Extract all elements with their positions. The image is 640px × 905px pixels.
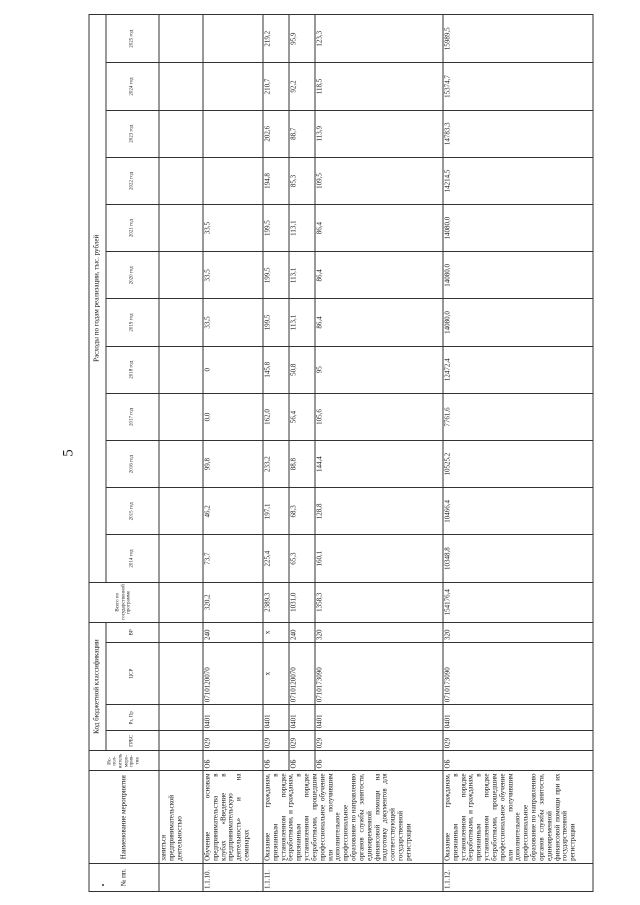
executor: ОБ — [443, 750, 593, 770]
year-value: 95,9 — [289, 14, 315, 62]
year-value: 86,4 — [315, 204, 443, 251]
year-value — [159, 14, 203, 62]
header-year: 2024 год — [106, 62, 159, 109]
activity-name: Обучение основам предпринимательства в клубах «Введение в предпринимательскую деятельность» и на семинарах — [203, 770, 263, 862]
grbs-code: 029 — [203, 730, 263, 750]
year-value — [203, 14, 263, 62]
year-value: 225,4 — [263, 534, 289, 581]
header-year: 2020 год — [106, 251, 159, 298]
year-value: 14080,0 — [443, 251, 593, 298]
year-value — [159, 62, 203, 109]
year-value: 118,5 — [315, 62, 443, 109]
total-value: 320,2 — [203, 582, 263, 622]
rzpr-code: 0401 — [203, 704, 263, 730]
header-csr: ЦСР — [106, 642, 159, 704]
year-value: 33,5 — [203, 204, 263, 251]
scan-speck — [102, 884, 104, 886]
year-value: 88,7 — [289, 110, 315, 157]
executor: ОБ — [289, 750, 315, 770]
year-value — [159, 251, 203, 298]
header-year: 2022 год — [106, 157, 159, 204]
row-number: 1.1.11. — [263, 863, 443, 891]
executor: ОБ — [315, 750, 443, 770]
header-year: 2025 год — [106, 14, 159, 62]
year-value — [159, 298, 203, 345]
year-value: 85,3 — [289, 157, 315, 204]
year-value: 10525,2 — [443, 440, 593, 487]
year-value — [159, 157, 203, 204]
year-value: 14783,3 — [443, 110, 593, 157]
year-value: 105,6 — [315, 393, 443, 440]
executor: ОБ — [203, 750, 263, 770]
year-value — [159, 393, 203, 440]
csr-code: x — [263, 642, 289, 704]
vr-code: x — [263, 622, 289, 642]
header-no: № пп. — [89, 863, 159, 891]
header-year: 2023 год — [106, 110, 159, 157]
table-row — [289, 14, 315, 891]
year-value: 144,4 — [315, 440, 443, 487]
activity-name: Оказание гражданам, признанным в установленном порядке безработными, и гражданам, признанным в установленном порядке безработными, прошедшим профессиональное обучение или получившим дополнительное профессиональное образование по направлению органов службы занятости, единовременной финансовой помощи при их государственной регистрации — [443, 770, 593, 862]
executor: ОБ — [263, 750, 289, 770]
row-number: 1.1.10. — [203, 863, 263, 891]
header-budget-classification: Код бюджетной классификации — [89, 622, 106, 751]
activity-name: Оказание гражданам, признанным в установленном порядке безработными, и гражданам, признанным в установленном порядке безработными, прошедшим профессиональное обучение или получившим дополнительное профессиональное образование по направлению органов службы занятости, единовременной финансовой помощи на подготовку документов для соответствующей государственной регистрации — [263, 770, 443, 862]
csr-code: 0710173090 — [443, 642, 593, 704]
year-value: 86,4 — [315, 251, 443, 298]
year-value: 14080,0 — [443, 298, 593, 345]
year-value: 210,7 — [263, 62, 289, 109]
year-value — [159, 534, 203, 581]
header-year: 2015 год — [106, 487, 159, 534]
year-value: 33,5 — [203, 251, 263, 298]
header-name: Наименование мероприятия — [89, 770, 159, 862]
header-year: 2021 год — [106, 204, 159, 251]
year-value: 95 — [315, 346, 443, 393]
year-value — [159, 204, 203, 251]
year-value: 73,7 — [203, 534, 263, 581]
header-grbs: ГРБС — [106, 730, 159, 750]
executor — [159, 750, 203, 770]
year-value: 199,5 — [263, 204, 289, 251]
rzpr-code: 0401 — [443, 704, 593, 730]
rzpr-code — [159, 704, 203, 730]
year-value: 202,6 — [263, 110, 289, 157]
vr-code: 320 — [443, 622, 593, 642]
year-value: 0 — [203, 346, 263, 393]
year-value: 194,8 — [263, 157, 289, 204]
year-value: 92,2 — [289, 62, 315, 109]
year-value: 160,1 — [315, 534, 443, 581]
year-value: 15374,7 — [443, 62, 593, 109]
year-value — [159, 346, 203, 393]
csr-code: 0710173090 — [315, 642, 443, 704]
total-value — [159, 582, 203, 622]
row-number — [159, 863, 203, 891]
year-value: 46,2 — [203, 487, 263, 534]
year-value: 65,3 — [289, 534, 315, 581]
year-value: 199,5 — [263, 251, 289, 298]
table-row — [443, 14, 593, 891]
year-value: 197,1 — [263, 487, 289, 534]
year-value: 199,5 — [263, 298, 289, 345]
total-value: 154176,4 — [443, 582, 593, 622]
year-value: 50,8 — [289, 346, 315, 393]
header-total: Всего по государственной программе — [89, 582, 159, 622]
header-year: 2017 год — [106, 393, 159, 440]
grbs-code: 029 — [443, 730, 593, 750]
row-number: 1.1.12. — [443, 863, 593, 891]
vr-code: 240 — [203, 622, 263, 642]
grbs-code: 029 — [289, 730, 315, 750]
year-value: 99,8 — [203, 440, 263, 487]
year-value: 10348,8 — [443, 534, 593, 581]
year-value: 88,8 — [289, 440, 315, 487]
year-value — [203, 110, 263, 157]
year-value: 10466,4 — [443, 487, 593, 534]
rzpr-code: 0401 — [315, 704, 443, 730]
table-row — [203, 14, 263, 891]
year-value: 14214,5 — [443, 157, 593, 204]
header-expenses-by-year: Расходы по годам реализации, тыс. рублей — [89, 14, 106, 582]
total-value: 1031,0 — [289, 582, 315, 622]
table-row — [159, 14, 203, 891]
year-value: 113,1 — [289, 251, 315, 298]
year-value: 113,9 — [315, 110, 443, 157]
year-value: 219,2 — [263, 14, 289, 62]
grbs-code: 029 — [263, 730, 289, 750]
year-value: 128,8 — [315, 487, 443, 534]
year-value — [203, 62, 263, 109]
year-value: 7761,6 — [443, 393, 593, 440]
page-number: 5 — [60, 448, 77, 457]
year-value — [159, 487, 203, 534]
year-value: 56,4 — [289, 393, 315, 440]
vr-code — [159, 622, 203, 642]
year-value — [159, 110, 203, 157]
grbs-code — [159, 730, 203, 750]
year-value: 145,8 — [263, 346, 289, 393]
rzpr-code: 0401 — [263, 704, 289, 730]
year-value: 86,4 — [315, 298, 443, 345]
vr-code: 240 — [289, 622, 315, 642]
year-value: 109,5 — [315, 157, 443, 204]
year-value: 162,0 — [263, 393, 289, 440]
csr-code: 0710120070 — [289, 642, 315, 704]
year-value: 123,3 — [315, 14, 443, 62]
total-value: 1358,3 — [315, 582, 443, 622]
header-vr: ВР — [106, 622, 159, 642]
header-year: 2016 год — [106, 440, 159, 487]
year-value: 33,5 — [203, 298, 263, 345]
header-row-1 — [89, 14, 106, 891]
header-year: 2018 год — [106, 346, 159, 393]
activity-name: заниться предпринимательской деятельностью — [159, 770, 203, 862]
total-value: 2389,3 — [263, 582, 289, 622]
vr-code: 320 — [315, 622, 443, 642]
year-value: 113,1 — [289, 204, 315, 251]
header-year: 2019 год — [106, 298, 159, 345]
year-value: 15989,5 — [443, 14, 593, 62]
table-row — [263, 14, 289, 891]
year-value — [203, 157, 263, 204]
year-value: 233,2 — [263, 440, 289, 487]
csr-code — [159, 642, 203, 704]
rotated-page — [60, 8, 578, 898]
csr-code: 0710120070 — [203, 642, 263, 704]
year-value: 14080,0 — [443, 204, 593, 251]
header-executor: Ис-пол-нитель меро-прия-тия — [89, 750, 159, 770]
year-value — [159, 440, 203, 487]
rzpr-code: 0401 — [289, 704, 315, 730]
header-rzpr: Рз, Пр — [106, 704, 159, 730]
header-year: 2014 год — [106, 534, 159, 581]
year-value: 12472,4 — [443, 346, 593, 393]
year-value: 113,1 — [289, 298, 315, 345]
year-value: 68,3 — [289, 487, 315, 534]
budget-table — [89, 14, 594, 892]
year-value: 0,0 — [203, 393, 263, 440]
grbs-code: 029 — [315, 730, 443, 750]
table-row — [315, 14, 443, 891]
